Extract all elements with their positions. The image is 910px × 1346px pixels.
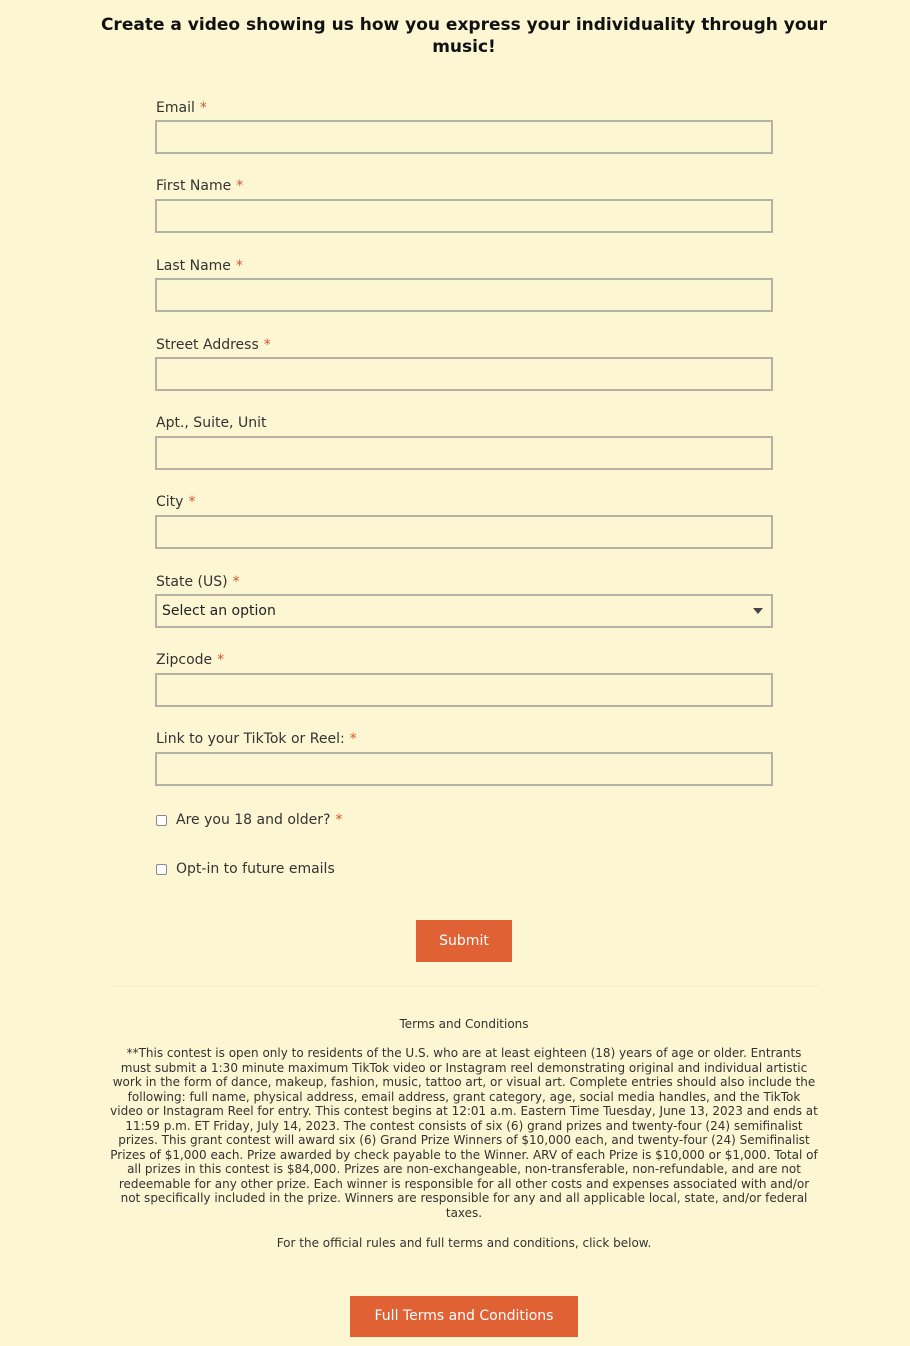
required-marker: * bbox=[335, 812, 343, 828]
state-select-value: Select an option bbox=[162, 603, 276, 619]
link-label-text: Link to your TikTok or Reel: bbox=[156, 731, 345, 747]
state-select[interactable] bbox=[155, 594, 773, 628]
submit-button[interactable]: Submit bbox=[416, 920, 512, 962]
zipcode-label bbox=[156, 651, 224, 669]
required-marker: * bbox=[263, 337, 271, 353]
zipcode-field[interactable] bbox=[155, 673, 773, 707]
page-heading: Create a video showing us how you express your individuality through your music! bbox=[100, 15, 828, 57]
required-marker: * bbox=[235, 258, 243, 274]
required-marker: * bbox=[236, 178, 244, 194]
street-address-field[interactable] bbox=[155, 357, 773, 391]
email-label bbox=[156, 99, 207, 117]
age-checkbox-label[interactable] bbox=[176, 811, 342, 829]
first-name-field[interactable] bbox=[155, 199, 773, 233]
city-label-text: City bbox=[156, 494, 184, 510]
age-checkbox-text: Are you 18 and older? bbox=[176, 812, 331, 828]
apt-field[interactable] bbox=[155, 436, 773, 470]
city-field[interactable] bbox=[155, 515, 773, 549]
terms-divider bbox=[110, 986, 820, 987]
city-label bbox=[156, 493, 195, 511]
last-name-field[interactable] bbox=[155, 278, 773, 312]
optin-checkbox[interactable] bbox=[156, 864, 167, 875]
required-marker: * bbox=[217, 652, 225, 668]
state-label bbox=[156, 573, 240, 591]
last-name-label bbox=[156, 257, 243, 275]
street-address-label-text: Street Address bbox=[156, 337, 259, 353]
zipcode-label-text: Zipcode bbox=[156, 652, 213, 668]
apt-label bbox=[156, 414, 266, 432]
terms-more-text: For the official rules and full terms and conditions, click below. bbox=[276, 1236, 652, 1250]
required-marker: * bbox=[232, 574, 240, 590]
link-label bbox=[156, 730, 357, 748]
terms-body: **This contest is open only to residents of the U.S. who are at least eighteen (18) years of age or older. Entrants must submit a 1:30 minute maximum TikTok video or Instagram reel demonstrating original and individual artistic work in the form of dance, makeup, fashion, music, tattoo art, or visual art. Complete entries should also include the following: full name, physical address, email address, grant category, age, social media handles, and the TikTok video or Instagram Reel for entry. This contest begins at 12:01 a.m. Eastern Time Tuesday, June 13, 2023 and ends at 11:59 p.m. ET Friday, July 14, 2023. The contest consists of six (6) grand prizes and twenty-four (24) semifinalist prizes. This grant contest will award six (6) Grand Prize Winners of $10,000 each, and twenty-four (24) Semifinalist Prizes of $1,000 each. Prize awarded by check payable to the Winner. ARV of each Prize is $10,000 or $1,000. Total of all prizes in this contest is $84,000. Prizes are non-exchangeable, non-transferable, non-refundable, and are not redeemable for any other prize. Each winner is responsible for all other costs and expenses associated with and/or not specifically included in the prize. Winners are responsible for any and all applicable local, state, and/or federal taxes. bbox=[110, 1046, 818, 1220]
email-label-text: Email bbox=[156, 100, 195, 116]
required-marker: * bbox=[188, 494, 196, 510]
full-terms-button[interactable]: Full Terms and Conditions bbox=[350, 1296, 578, 1337]
street-address-label bbox=[156, 336, 271, 354]
optin-checkbox-label[interactable]: Opt-in to future emails bbox=[176, 861, 335, 877]
required-marker: * bbox=[349, 731, 357, 747]
chevron-down-icon bbox=[753, 608, 763, 614]
terms-title: Terms and Conditions bbox=[399, 1017, 529, 1031]
link-field[interactable] bbox=[155, 752, 773, 786]
required-marker: * bbox=[199, 100, 207, 116]
email-field[interactable] bbox=[155, 120, 773, 154]
last-name-label-text: Last Name bbox=[156, 258, 231, 274]
first-name-label-text: First Name bbox=[156, 178, 232, 194]
apt-label-text: Apt., Suite, Unit bbox=[156, 415, 267, 431]
state-label-text: State (US) bbox=[156, 574, 228, 590]
first-name-label bbox=[156, 177, 243, 195]
age-checkbox[interactable] bbox=[156, 815, 167, 826]
